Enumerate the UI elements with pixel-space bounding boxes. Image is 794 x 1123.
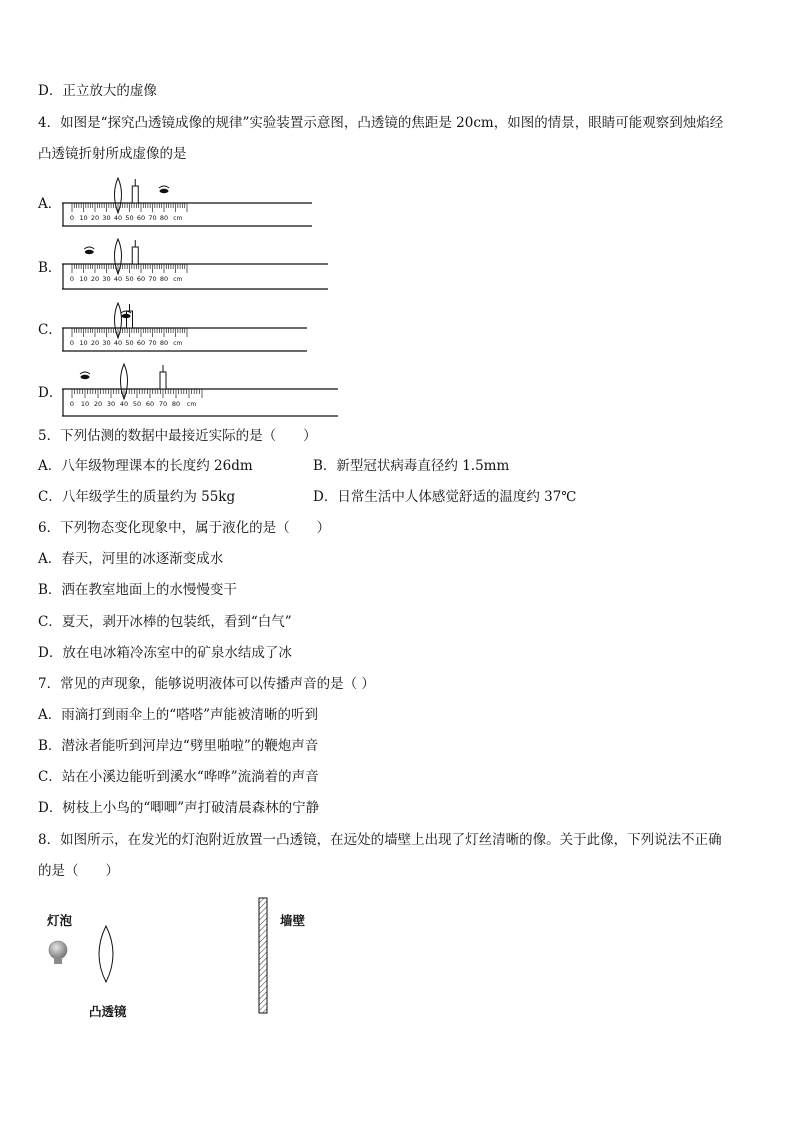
candle-shape — [127, 311, 133, 328]
ruler-tick-label: 80 — [171, 400, 181, 408]
q4-fig-c — [62, 297, 307, 353]
ruler-tick-label: 50 — [125, 339, 134, 347]
ruler-tick-label: 30 — [106, 400, 116, 408]
q6-stem: 6．下列物态变化现象中，属于液化的是（ ） — [38, 520, 331, 536]
q6-option-b: B．洒在教室地面上的水慢慢变干 — [38, 582, 237, 598]
ruler-unit-label: cm — [173, 276, 183, 283]
q5-option-c: C．八年级学生的质量约为 55kg — [38, 489, 236, 505]
q7-option-a: A．雨滴打到雨伞上的“嗒嗒”声能被清晰的听到 — [38, 707, 319, 723]
ruler-tick-label: 30 — [102, 214, 111, 222]
ruler-tick-label: 20 — [90, 275, 100, 283]
q7-option-c: C．站在小溪边能听到溪水“哗哗”流淌着的声音 — [38, 769, 319, 785]
q4-fig-b — [62, 233, 328, 291]
ruler-tick-label: 40 — [113, 214, 123, 222]
q8-diagram — [40, 890, 280, 1020]
q5-option-a: A．八年级物理课本的长度约 26dm — [38, 458, 253, 474]
ruler-tick-label: 20 — [90, 339, 100, 347]
q4-fig-a — [62, 172, 312, 228]
ruler-tick-label: 10 — [79, 275, 88, 283]
ruler-tick-label: 0 — [69, 275, 75, 283]
ruler-unit-label: cm — [187, 401, 197, 408]
ruler-tick-label: 70 — [148, 339, 157, 347]
ruler-tick-label: 60 — [136, 214, 146, 222]
eye-icon — [80, 372, 90, 379]
ruler-tick-label: 60 — [136, 339, 146, 347]
q4-fig-c-label: C． — [38, 322, 62, 338]
q7-option-b: B．潜泳者能听到河岸边“劈里啪啦”的鞭炮声音 — [38, 738, 319, 754]
ruler-tick-label: 0 — [69, 400, 75, 408]
q3-option-d: D．正立放大的虚像 — [38, 83, 157, 99]
ruler-tick-label: 30 — [102, 275, 111, 283]
ruler-tick-label: 20 — [90, 214, 100, 222]
ruler-tick-label: 50 — [125, 275, 134, 283]
ruler-tick-label: 40 — [119, 400, 129, 408]
candle-shape — [132, 186, 138, 203]
q5-stem: 5．下列估测的数据中最接近实际的是（ ） — [38, 428, 317, 444]
ruler-tick-label: 70 — [158, 400, 168, 408]
candle-shape — [160, 372, 166, 389]
ruler-tick-label: 0 — [69, 339, 75, 347]
ruler-tick-label: 0 — [69, 214, 75, 222]
q5-option-d: D．日常生活中人体感觉舒适的温度约 37℃ — [313, 489, 577, 505]
q5-option-b: B．新型冠状病毒直径约 1.5mm — [313, 458, 510, 474]
ruler-tick-label: 30 — [102, 339, 111, 347]
wall-shape — [259, 898, 267, 1013]
q4-fig-d — [62, 358, 338, 418]
ruler-tick-label: 50 — [125, 214, 134, 222]
ruler-tick-label: 70 — [148, 214, 157, 222]
q7-stem: 7．常见的声现象，能够说明液体可以传播声音的是（ ） — [38, 676, 375, 692]
q4-fig-a-label: A． — [38, 196, 62, 212]
convex-lens-shape — [99, 926, 113, 982]
q6-option-c: C．夏天，剥开冰棒的包装纸，看到“白气” — [38, 614, 292, 630]
eye-icon — [84, 247, 94, 254]
q6-option-d: D．放在电冰箱冷冻室中的矿泉水结成了冰 — [38, 645, 292, 661]
q4-stem-line2: 凸透镜折射所成虚像的是 — [38, 146, 187, 162]
lightbulb-icon — [49, 941, 67, 964]
q8-bulb-label: 灯泡 — [47, 913, 73, 928]
q7-option-d: D．树枝上小鸟的“唧唧”声打破清晨森林的宁静 — [38, 800, 320, 816]
ruler-tick-label: 40 — [113, 275, 123, 283]
q4-fig-b-label: B． — [38, 260, 62, 276]
ruler-tick-label: 20 — [93, 400, 103, 408]
ruler-tick-label: 60 — [136, 275, 146, 283]
ruler-tick-label: 80 — [159, 339, 169, 347]
candle-shape — [132, 247, 138, 264]
q8-wall-label: 墙壁 — [280, 913, 306, 928]
q4-fig-d-label: D． — [38, 385, 63, 401]
ruler-tick-label: 60 — [145, 400, 155, 408]
eye-icon — [159, 186, 169, 193]
ruler-tick-label: 10 — [79, 214, 88, 222]
ruler-tick-label: 50 — [132, 400, 142, 408]
q4-stem-line1: 4．如图是“探究凸透镜成像的规律”实验装置示意图，凸透镜的焦距是 20cm，如图的情景，眼睛可能观察到烛焰经 — [38, 115, 724, 131]
q8-stem-line1: 8．如图所示，在发光的灯泡附近放置一凸透镜，在远处的墙壁上出现了灯丝清晰的像。关于此像，下列说法不正确 — [38, 832, 722, 848]
ruler-unit-label: cm — [173, 215, 183, 222]
ruler-tick-label: 70 — [148, 275, 157, 283]
ruler-tick-label: 80 — [159, 275, 169, 283]
ruler-tick-label: 10 — [79, 339, 88, 347]
q6-option-a: A．春天，河里的冰逐渐变成水 — [38, 551, 224, 567]
q8-stem-line2: 的是（ ） — [38, 863, 119, 879]
ruler-tick-label: 80 — [159, 214, 169, 222]
ruler-tick-label: 40 — [113, 339, 123, 347]
q8-lens-label: 凸透镜 — [89, 1004, 127, 1019]
ruler-tick-label: 10 — [80, 400, 90, 408]
ruler-unit-label: cm — [173, 340, 183, 347]
